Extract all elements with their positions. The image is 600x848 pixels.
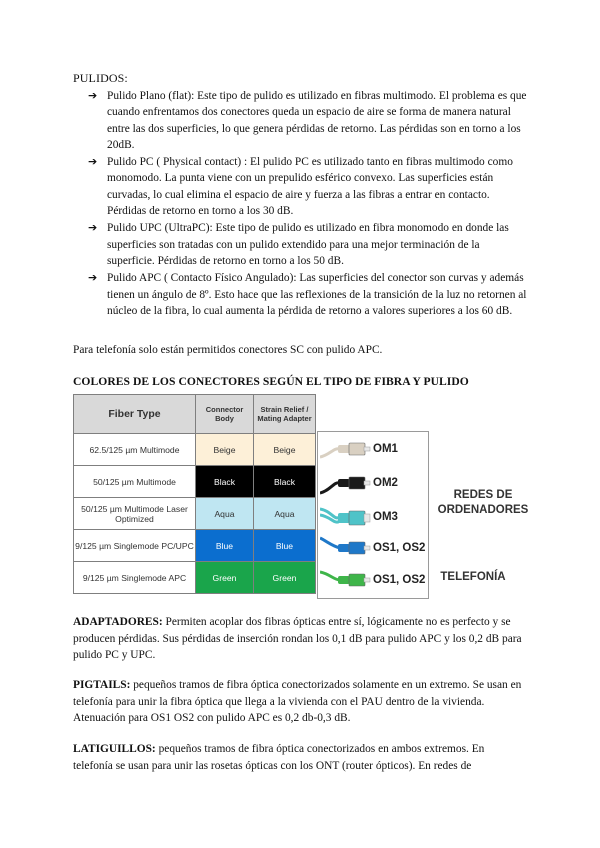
- connector-body-cell: Green: [196, 562, 254, 594]
- connector-body-cell: Aqua: [196, 498, 254, 530]
- arrow-icon: ➔: [88, 221, 98, 235]
- pulidos-list: [88, 88, 528, 320]
- list-item-text: Pulido APC ( Contacto Físico Angulado): Las superficies del conector son curvas y además tienen un ángulo de 8º. Esto hace que las reflexiones de la transición de la luz no retornen al núcleo de la fibra, lo cual aumenta la pérdida de retorno a valores superiores a los 60 dB.: [107, 272, 527, 317]
- group-label-telefonia: TELEFONÍA: [440, 571, 506, 583]
- fiber-connector-icon: [320, 536, 372, 560]
- latiguillos-paragraph: [73, 741, 525, 774]
- telefonia-note: Para telefonía solo están permitidos conectores SC con pulido APC.: [73, 344, 383, 356]
- fiber-connector-icon: [320, 505, 372, 529]
- fiber-connector-icon: [320, 437, 372, 461]
- strain-relief-cell: Green: [254, 562, 316, 594]
- connector-color-table: [73, 394, 316, 594]
- pigtails-term: PIGTAILS:: [73, 679, 131, 691]
- connector-body-cell: Blue: [196, 530, 254, 562]
- strain-relief-cell: Black: [254, 466, 316, 498]
- cable-label: OM1: [373, 443, 398, 455]
- pulidos-heading: PULIDOS:: [73, 71, 128, 85]
- strain-relief-cell: Blue: [254, 530, 316, 562]
- connector-body-cell: Beige: [196, 434, 254, 466]
- group-label-redes: REDES DE ORDENADORES: [437, 489, 529, 516]
- cable-row: [318, 533, 428, 563]
- strain-relief-cell: Beige: [254, 434, 316, 466]
- list-item-text: Pulido Plano (flat): Este tipo de pulido es utilizado en fibras multimodo. El problema es que cuando enfrentamos dos conectores queda un espacio de aire se forma de manera natural entre las dos superficies, lo que genera pérdidas de retorno. Las pérdidas son en torno a los 20dB.: [107, 90, 527, 151]
- arrow-icon: ➔: [88, 155, 98, 169]
- adaptadores-paragraph: [73, 614, 525, 664]
- arrow-icon: ➔: [88, 89, 98, 102]
- list-item: [88, 154, 528, 219]
- table-row: [74, 562, 316, 594]
- latiguillos-text: pequeños tramos de fibra óptica conectorizados en ambos extremos. En telefonía se usan para unir las rosetas ópticas con los ONT (router ópticos). En redes de: [73, 743, 485, 772]
- list-item-text: Pulido PC ( Physical contact) : El pulido PC es utilizado tanto en fibras multimodo como monomodo. La punta viene con un prepulido esférico convexo. Las superficies están curvadas, lo cual elimina el espacio de aire y fuerza a las fibras a entrar en contacto. Pérdidas de retorno en torno a los 30 dB.: [107, 156, 513, 218]
- cable-row: [318, 502, 428, 532]
- fiber-type-cell: 9/125 µm Singlemode PC/UPC: [74, 530, 196, 562]
- connector-body-cell: Black: [196, 466, 254, 498]
- header-connector-body: Connector Body: [196, 395, 254, 434]
- cable-row: [318, 565, 428, 595]
- table-row: [74, 434, 316, 466]
- latiguillos-term: LATIGUILLOS:: [73, 743, 156, 755]
- header-fiber-type: Fiber Type: [74, 395, 196, 434]
- strain-relief-cell: Aqua: [254, 498, 316, 530]
- cable-row: [318, 468, 428, 498]
- fiber-type-cell: 9/125 µm Singlemode APC: [74, 562, 196, 594]
- adaptadores-text: Permiten acoplar dos fibras ópticas entre sí, lógicamente no es perfecto y se producen pérdidas. Sus pérdidas de inserción rondan los 0,1 dB para pulido APC y los 0,2 dB para pulido PC y UPC.: [73, 616, 522, 661]
- fiber-connector-icon: [320, 568, 372, 592]
- cable-label: OM2: [373, 477, 398, 489]
- cable-row: [318, 434, 428, 464]
- arrow-icon: ➔: [88, 271, 98, 285]
- header-strain-relief: Strain Relief / Mating Adapter: [254, 395, 316, 434]
- fiber-connector-icon: [320, 471, 372, 495]
- list-item: [88, 220, 528, 269]
- list-item: [88, 88, 528, 153]
- cable-label: OM3: [373, 511, 398, 523]
- list-item: [88, 270, 528, 319]
- table-row: [74, 498, 316, 530]
- pigtails-paragraph: [73, 677, 525, 727]
- pigtails-text: pequeños tramos de fibra óptica conectorizados solamente en un extremo. Se usan en telefonía para unir la fibra óptica que llega a la vivienda con el PAU dentro de la vivienda. Atenuación para OS1 OS2 con pulido APC es 0,2 db-0,3 dB.: [73, 679, 522, 724]
- list-item-text: Pulido UPC (UltraPC): Este tipo de pulido es utilizado en fibra monomodo en donde las superficies son tratadas con un pulido extendido para una mejor terminación de la superficie. Pérdidas de retorno en torno a los 50 dB.: [107, 222, 509, 267]
- colores-title: COLORES DE LOS CONECTORES SEGÚN EL TIPO DE FIBRA Y PULIDO: [73, 375, 469, 388]
- table-row: [74, 466, 316, 498]
- fiber-type-cell: 50/125 µm Multimode: [74, 466, 196, 498]
- fiber-type-cell: 50/125 µm Multimode Laser Optimized: [74, 498, 196, 530]
- cable-label: OS1, OS2: [373, 574, 426, 586]
- fiber-type-cell: 62.5/125 µm Multimode: [74, 434, 196, 466]
- table-row: [74, 530, 316, 562]
- adaptadores-term: ADAPTADORES:: [73, 616, 163, 628]
- cable-images-panel: [317, 431, 429, 599]
- cable-label: OS1, OS2: [373, 542, 426, 554]
